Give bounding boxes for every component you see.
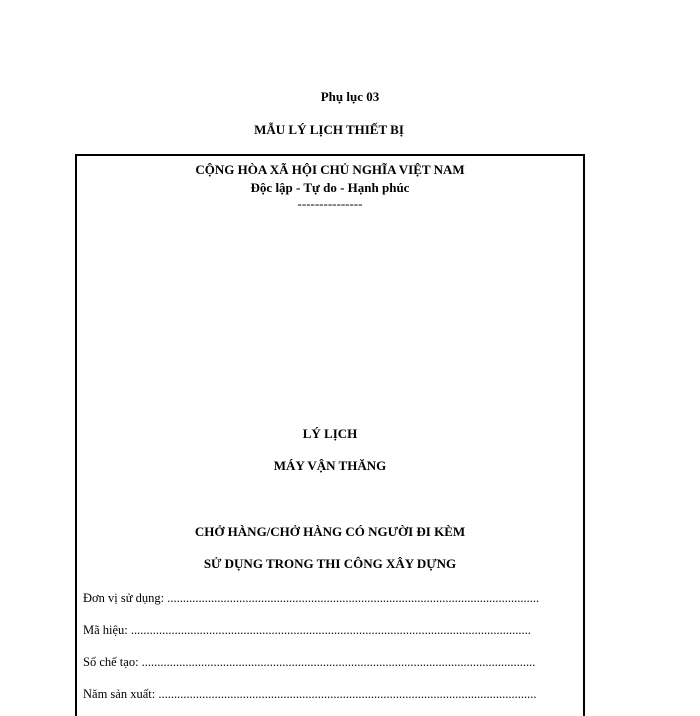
equipment-name: MÁY VẬN THĂNG — [273, 458, 387, 473]
appendix-label: Phụ lục 03 — [320, 89, 380, 104]
motto-separator: --------------- — [297, 196, 363, 211]
field-user-unit: Đơn vị sử dụng: ....................................................................................................................... — [83, 591, 540, 605]
usage-scope: SỬ DỤNG TRONG THI CÔNG XÂY DỰNG — [203, 556, 457, 571]
document-title: LÝ LỊCH — [302, 426, 358, 441]
national-name: CỘNG HÒA XÃ HỘI CHỦ NGHĨA VIỆT NAM — [195, 162, 465, 177]
field-manufacture-year: Năm sản xuất: ......................................................................................................................... — [83, 687, 537, 701]
document-frame — [75, 154, 585, 716]
field-model-code: Mã hiệu: ................................................................................................................................ — [83, 623, 531, 637]
field-serial-number: Số chế tạo: .............................................................................................................................. — [83, 655, 536, 669]
form-title: MẪU LÝ LỊCH THIẾT BỊ — [254, 122, 404, 137]
equipment-type: CHỞ HÀNG/CHỞ HÀNG CÓ NGƯỜI ĐI KÈM — [194, 524, 466, 539]
national-motto: Độc lập - Tự do - Hạnh phúc — [250, 180, 410, 195]
